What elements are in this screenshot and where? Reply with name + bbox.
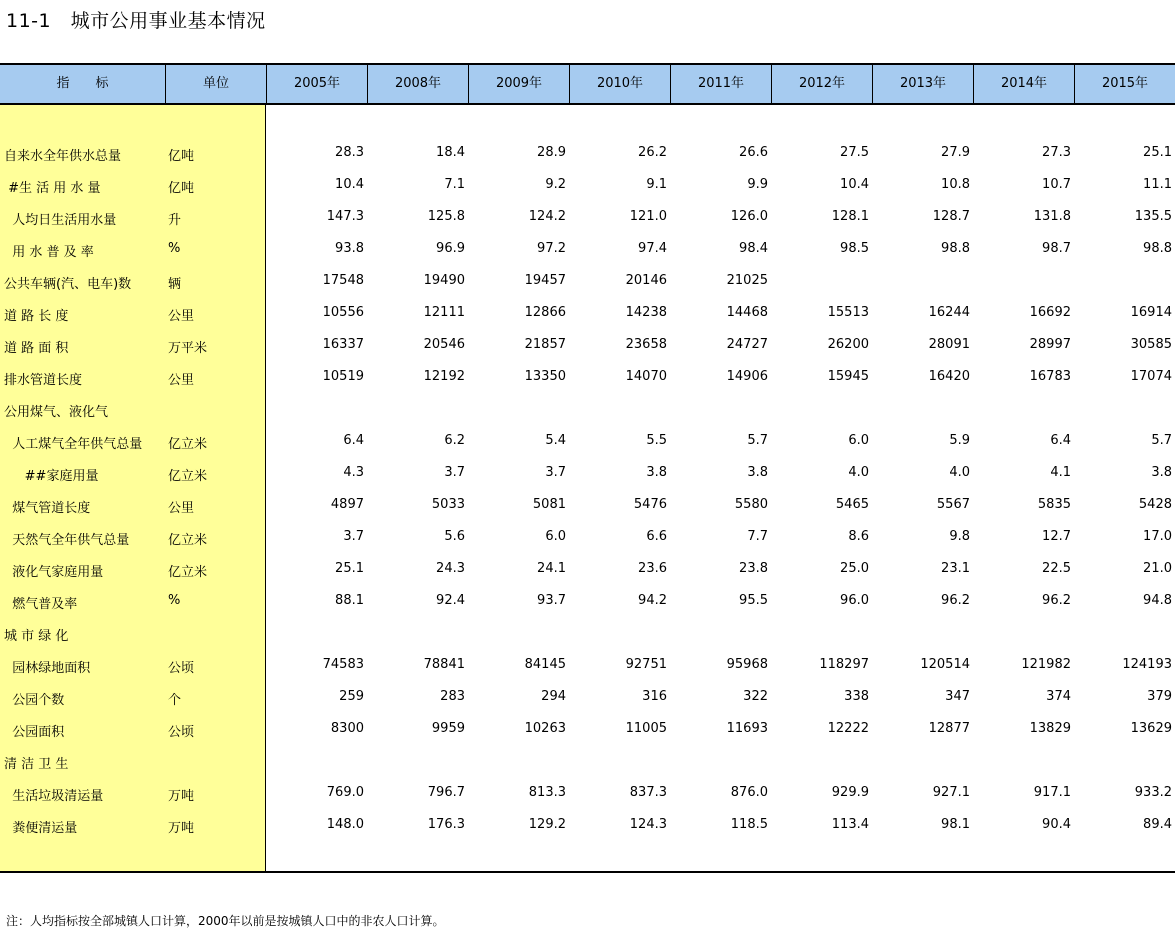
row-value-cell: 10263 [524, 721, 566, 736]
row-indicator-label: 人均日生活用水量 [4, 213, 117, 228]
row-indicator-label: 天然气全年供气总量 [4, 533, 130, 548]
row-value-cell: 11693 [726, 721, 768, 736]
row-value-cell: 26.6 [739, 145, 768, 160]
row-value-cell: 27.3 [1042, 145, 1071, 160]
row-value-cell: 5081 [532, 497, 566, 512]
table-row [0, 681, 1175, 713]
row-value-cell: 20146 [625, 273, 667, 288]
table-row [0, 745, 1175, 777]
row-value-cell: 92.4 [436, 593, 465, 608]
row-indicator-label: 公园面积 [4, 725, 65, 740]
row-value-cell: 14468 [726, 305, 768, 320]
row-value-cell: 3.8 [646, 465, 667, 480]
row-unit-label: 公里 [168, 501, 195, 516]
table-row [0, 393, 1175, 425]
row-value-cell: 15945 [827, 369, 869, 384]
row-value-cell: 12192 [423, 369, 465, 384]
row-value-cell: 9959 [431, 721, 465, 736]
row-unit-label: 辆 [168, 277, 182, 292]
row-indicator-label: 公用煤气、液化气 [4, 405, 109, 420]
row-value-cell: 12222 [827, 721, 869, 736]
row-unit-label: 亿吨 [168, 149, 195, 164]
row-value-cell: 92751 [625, 657, 667, 672]
row-unit-label: 亿立米 [168, 565, 208, 580]
table-row [0, 521, 1175, 553]
row-indicator-label: 燃气普及率 [4, 597, 78, 612]
row-value-cell: 89.4 [1143, 817, 1172, 832]
row-value-cell: 16914 [1130, 305, 1172, 320]
row-indicator-label: 粪便清运量 [4, 821, 78, 836]
row-value-cell: 927.1 [932, 785, 970, 800]
row-value-cell: 23.1 [941, 561, 970, 576]
header-year: 2012年 [771, 65, 872, 103]
row-value-cell: 129.2 [528, 817, 566, 832]
row-indicator-label: 公共车辆(汽、电车)数 [4, 277, 132, 292]
row-value-cell: 5465 [835, 497, 869, 512]
row-indicator-label: 清 洁 卫 生 [4, 757, 69, 772]
row-unit-label: 亿吨 [168, 181, 195, 196]
row-value-cell: 24727 [726, 337, 768, 352]
row-value-cell: 5.5 [646, 433, 667, 448]
row-value-cell: 26.2 [638, 145, 667, 160]
row-indicator-label: 生活垃圾清运量 [4, 789, 104, 804]
row-value-cell: 14070 [625, 369, 667, 384]
row-value-cell: 322 [743, 689, 768, 704]
header-year: 2005年 [266, 65, 367, 103]
row-unit-label: 万平米 [168, 341, 208, 356]
row-value-cell: 24.1 [537, 561, 566, 576]
row-indicator-label: 公园个数 [4, 693, 65, 708]
row-value-cell: 10519 [322, 369, 364, 384]
row-indicator-label: 用 水 普 及 率 [4, 245, 94, 260]
row-value-cell: 17074 [1130, 369, 1172, 384]
row-value-cell: 769.0 [326, 785, 364, 800]
row-value-cell: 813.3 [528, 785, 566, 800]
row-value-cell: 74583 [322, 657, 364, 672]
row-value-cell: 316 [642, 689, 667, 704]
row-value-cell: 9.2 [545, 177, 566, 192]
row-value-cell: 14906 [726, 369, 768, 384]
row-value-cell: 98.7 [1042, 241, 1071, 256]
row-value-cell: 5.9 [949, 433, 970, 448]
row-value-cell: 118297 [819, 657, 869, 672]
table-row [0, 809, 1175, 841]
row-value-cell: 21025 [726, 273, 768, 288]
table-bottom-border [0, 871, 1175, 873]
row-value-cell: 379 [1147, 689, 1172, 704]
row-value-cell: 12877 [928, 721, 970, 736]
row-value-cell: 90.4 [1042, 817, 1071, 832]
header-year: 2009年 [468, 65, 569, 103]
row-value-cell: 15513 [827, 305, 869, 320]
row-value-cell: 128.1 [831, 209, 869, 224]
row-value-cell: 120514 [920, 657, 970, 672]
row-value-cell: 17.0 [1143, 529, 1172, 544]
row-value-cell: 97.2 [537, 241, 566, 256]
table-row [0, 233, 1175, 265]
row-value-cell: 78841 [423, 657, 465, 672]
row-value-cell: 4.0 [848, 465, 869, 480]
row-value-cell: 96.0 [840, 593, 869, 608]
row-value-cell: 13350 [524, 369, 566, 384]
row-value-cell: 929.9 [831, 785, 869, 800]
row-value-cell: 96.2 [941, 593, 970, 608]
row-value-cell: 98.5 [840, 241, 869, 256]
row-value-cell: 4.3 [343, 465, 364, 480]
table-row [0, 137, 1175, 169]
row-value-cell: 5567 [936, 497, 970, 512]
row-value-cell: 121.0 [629, 209, 667, 224]
table-header [0, 63, 1175, 105]
row-value-cell: 14238 [625, 305, 667, 320]
table-row [0, 777, 1175, 809]
row-value-cell: 124.2 [528, 209, 566, 224]
row-value-cell: 4.1 [1050, 465, 1071, 480]
row-value-cell: 5580 [734, 497, 768, 512]
row-value-cell: 294 [541, 689, 566, 704]
header-year: 2011年 [670, 65, 771, 103]
row-value-cell: 12111 [423, 305, 465, 320]
row-value-cell: 10.7 [1042, 177, 1071, 192]
row-value-cell: 796.7 [427, 785, 465, 800]
row-value-cell: 113.4 [831, 817, 869, 832]
header-year: 2013年 [872, 65, 973, 103]
row-value-cell: 4897 [330, 497, 364, 512]
row-value-cell: 5.7 [747, 433, 768, 448]
row-value-cell: 28.3 [335, 145, 364, 160]
table-row [0, 649, 1175, 681]
row-value-cell: 374 [1046, 689, 1071, 704]
header-year: 2015年 [1074, 65, 1175, 103]
row-value-cell: 18.4 [436, 145, 465, 160]
row-value-cell: 97.4 [638, 241, 667, 256]
row-value-cell: 5.6 [444, 529, 465, 544]
header-year: 2010年 [569, 65, 670, 103]
table-row [0, 297, 1175, 329]
row-value-cell: 6.0 [848, 433, 869, 448]
row-value-cell: 93.7 [537, 593, 566, 608]
row-value-cell: 28.9 [537, 145, 566, 160]
table-row [0, 553, 1175, 585]
row-indicator-label: #生 活 用 水 量 [4, 181, 101, 196]
row-value-cell: 27.9 [941, 145, 970, 160]
row-value-cell: 10556 [322, 305, 364, 320]
row-value-cell: 9.1 [646, 177, 667, 192]
page-title: 11-1 城市公用事业基本情况 [6, 10, 266, 32]
row-value-cell: 95.5 [739, 593, 768, 608]
row-value-cell: 3.7 [444, 465, 465, 480]
row-value-cell: 21857 [524, 337, 566, 352]
row-value-cell: 5835 [1037, 497, 1071, 512]
row-value-cell: 128.7 [932, 209, 970, 224]
row-value-cell: 30585 [1130, 337, 1172, 352]
row-unit-label: 万吨 [168, 821, 195, 836]
row-unit-label: 亿立米 [168, 469, 208, 484]
row-value-cell: 23.8 [739, 561, 768, 576]
header-year: 2008年 [367, 65, 468, 103]
row-value-cell: 25.1 [1143, 145, 1172, 160]
row-value-cell: 6.4 [1050, 433, 1071, 448]
row-value-cell: 5476 [633, 497, 667, 512]
row-value-cell: 9.8 [949, 529, 970, 544]
row-indicator-label: 道 路 面 积 [4, 341, 69, 356]
table-row [0, 265, 1175, 297]
row-value-cell: 94.2 [638, 593, 667, 608]
header-indicator: 指 标 [56, 76, 109, 91]
header-year: 2014年 [973, 65, 1074, 103]
table-row [0, 329, 1175, 361]
row-unit-label: 升 [168, 213, 182, 228]
row-value-cell: 917.1 [1033, 785, 1071, 800]
row-value-cell: 21.0 [1143, 561, 1172, 576]
row-value-cell: 23.6 [638, 561, 667, 576]
row-value-cell: 124193 [1122, 657, 1172, 672]
row-indicator-label: 排水管道长度 [4, 373, 83, 388]
row-value-cell: 338 [844, 689, 869, 704]
row-value-cell: 4.0 [949, 465, 970, 480]
row-value-cell: 11005 [625, 721, 667, 736]
row-unit-label: 亿立米 [168, 533, 208, 548]
row-value-cell: 84145 [524, 657, 566, 672]
row-value-cell: 347 [945, 689, 970, 704]
row-value-cell: 98.1 [941, 817, 970, 832]
row-unit-label: % [168, 593, 181, 608]
table-row [0, 457, 1175, 489]
row-value-cell: 25.0 [840, 561, 869, 576]
row-value-cell: 16783 [1029, 369, 1071, 384]
row-value-cell: 88.1 [335, 593, 364, 608]
row-indicator-label: 城 市 绿 化 [4, 629, 69, 644]
table-row [0, 617, 1175, 649]
row-value-cell: 176.3 [427, 817, 465, 832]
row-value-cell: 16692 [1029, 305, 1071, 320]
row-value-cell: 98.8 [941, 241, 970, 256]
row-value-cell: 96.2 [1042, 593, 1071, 608]
row-value-cell: 10.4 [840, 177, 869, 192]
row-value-cell: 7.7 [747, 529, 768, 544]
table-row [0, 361, 1175, 393]
row-value-cell: 16244 [928, 305, 970, 320]
row-value-cell: 11.1 [1143, 177, 1172, 192]
row-value-cell: 6.2 [444, 433, 465, 448]
row-value-cell: 20546 [423, 337, 465, 352]
row-value-cell: 19490 [423, 273, 465, 288]
row-value-cell: 124.3 [629, 817, 667, 832]
row-value-cell: 26200 [827, 337, 869, 352]
row-unit-label: 公顷 [168, 661, 195, 676]
row-value-cell: 933.2 [1134, 785, 1172, 800]
row-value-cell: 25.1 [335, 561, 364, 576]
row-unit-label: % [168, 241, 181, 256]
row-indicator-label: 液化气家庭用量 [4, 565, 104, 580]
footnote: 注：人均指标按全部城镇人口计算，2000年以前是按城镇人口中的非农人口计算。 [6, 914, 445, 928]
row-indicator-label: 园林绿地面积 [4, 661, 91, 676]
row-value-cell: 3.8 [1151, 465, 1172, 480]
row-value-cell: 126.0 [730, 209, 768, 224]
row-value-cell: 19457 [524, 273, 566, 288]
row-value-cell: 6.6 [646, 529, 667, 544]
row-value-cell: 147.3 [326, 209, 364, 224]
row-value-cell: 125.8 [427, 209, 465, 224]
row-value-cell: 5.7 [1151, 433, 1172, 448]
row-value-cell: 5.4 [545, 433, 566, 448]
row-value-cell: 259 [339, 689, 364, 704]
row-unit-label: 公里 [168, 309, 195, 324]
row-value-cell: 5428 [1138, 497, 1172, 512]
row-unit-label: 亿立米 [168, 437, 208, 452]
row-indicator-label: 道 路 长 度 [4, 309, 69, 324]
table-row [0, 713, 1175, 745]
row-value-cell: 9.9 [747, 177, 768, 192]
row-value-cell: 8.6 [848, 529, 869, 544]
row-value-cell: 12.7 [1042, 529, 1071, 544]
row-value-cell: 131.8 [1033, 209, 1071, 224]
row-value-cell: 7.1 [444, 177, 465, 192]
row-value-cell: 98.8 [1143, 241, 1172, 256]
row-value-cell: 283 [440, 689, 465, 704]
row-value-cell: 118.5 [730, 817, 768, 832]
row-indicator-label: 煤气管道长度 [4, 501, 91, 516]
row-value-cell: 28091 [928, 337, 970, 352]
row-value-cell: 17548 [322, 273, 364, 288]
row-unit-label: 万吨 [168, 789, 195, 804]
row-value-cell: 6.4 [343, 433, 364, 448]
row-value-cell: 3.7 [343, 529, 364, 544]
row-value-cell: 16420 [928, 369, 970, 384]
header-unit: 单位 [165, 65, 266, 103]
row-value-cell: 3.8 [747, 465, 768, 480]
row-unit-label: 公里 [168, 373, 195, 388]
row-value-cell: 12866 [524, 305, 566, 320]
row-value-cell: 13829 [1029, 721, 1071, 736]
row-value-cell: 837.3 [629, 785, 667, 800]
row-value-cell: 93.8 [335, 241, 364, 256]
row-value-cell: 24.3 [436, 561, 465, 576]
row-value-cell: 96.9 [436, 241, 465, 256]
row-value-cell: 13629 [1130, 721, 1172, 736]
row-unit-label: 个 [168, 693, 182, 708]
row-value-cell: 10.4 [335, 177, 364, 192]
row-value-cell: 28997 [1029, 337, 1071, 352]
table-row [0, 585, 1175, 617]
table-row [0, 489, 1175, 521]
row-value-cell: 27.5 [840, 145, 869, 160]
row-unit-label: 公顷 [168, 725, 195, 740]
row-value-cell: 95968 [726, 657, 768, 672]
row-value-cell: 16337 [322, 337, 364, 352]
row-value-cell: 876.0 [730, 785, 768, 800]
row-value-cell: 10.8 [941, 177, 970, 192]
row-value-cell: 6.0 [545, 529, 566, 544]
row-value-cell: 148.0 [326, 817, 364, 832]
row-value-cell: 135.5 [1134, 209, 1172, 224]
row-indicator-label: 人工煤气全年供气总量 [4, 437, 143, 452]
row-value-cell: 98.4 [739, 241, 768, 256]
row-value-cell: 94.8 [1143, 593, 1172, 608]
table-row [0, 169, 1175, 201]
row-value-cell: 5033 [431, 497, 465, 512]
row-value-cell: 121982 [1021, 657, 1071, 672]
row-value-cell: 23658 [625, 337, 667, 352]
row-value-cell: 22.5 [1042, 561, 1071, 576]
row-indicator-label: ##家庭用量 [4, 469, 99, 484]
row-indicator-label: 自来水全年供水总量 [4, 149, 122, 164]
row-value-cell: 3.7 [545, 465, 566, 480]
row-value-cell: 8300 [330, 721, 364, 736]
table-row [0, 201, 1175, 233]
table-row [0, 425, 1175, 457]
